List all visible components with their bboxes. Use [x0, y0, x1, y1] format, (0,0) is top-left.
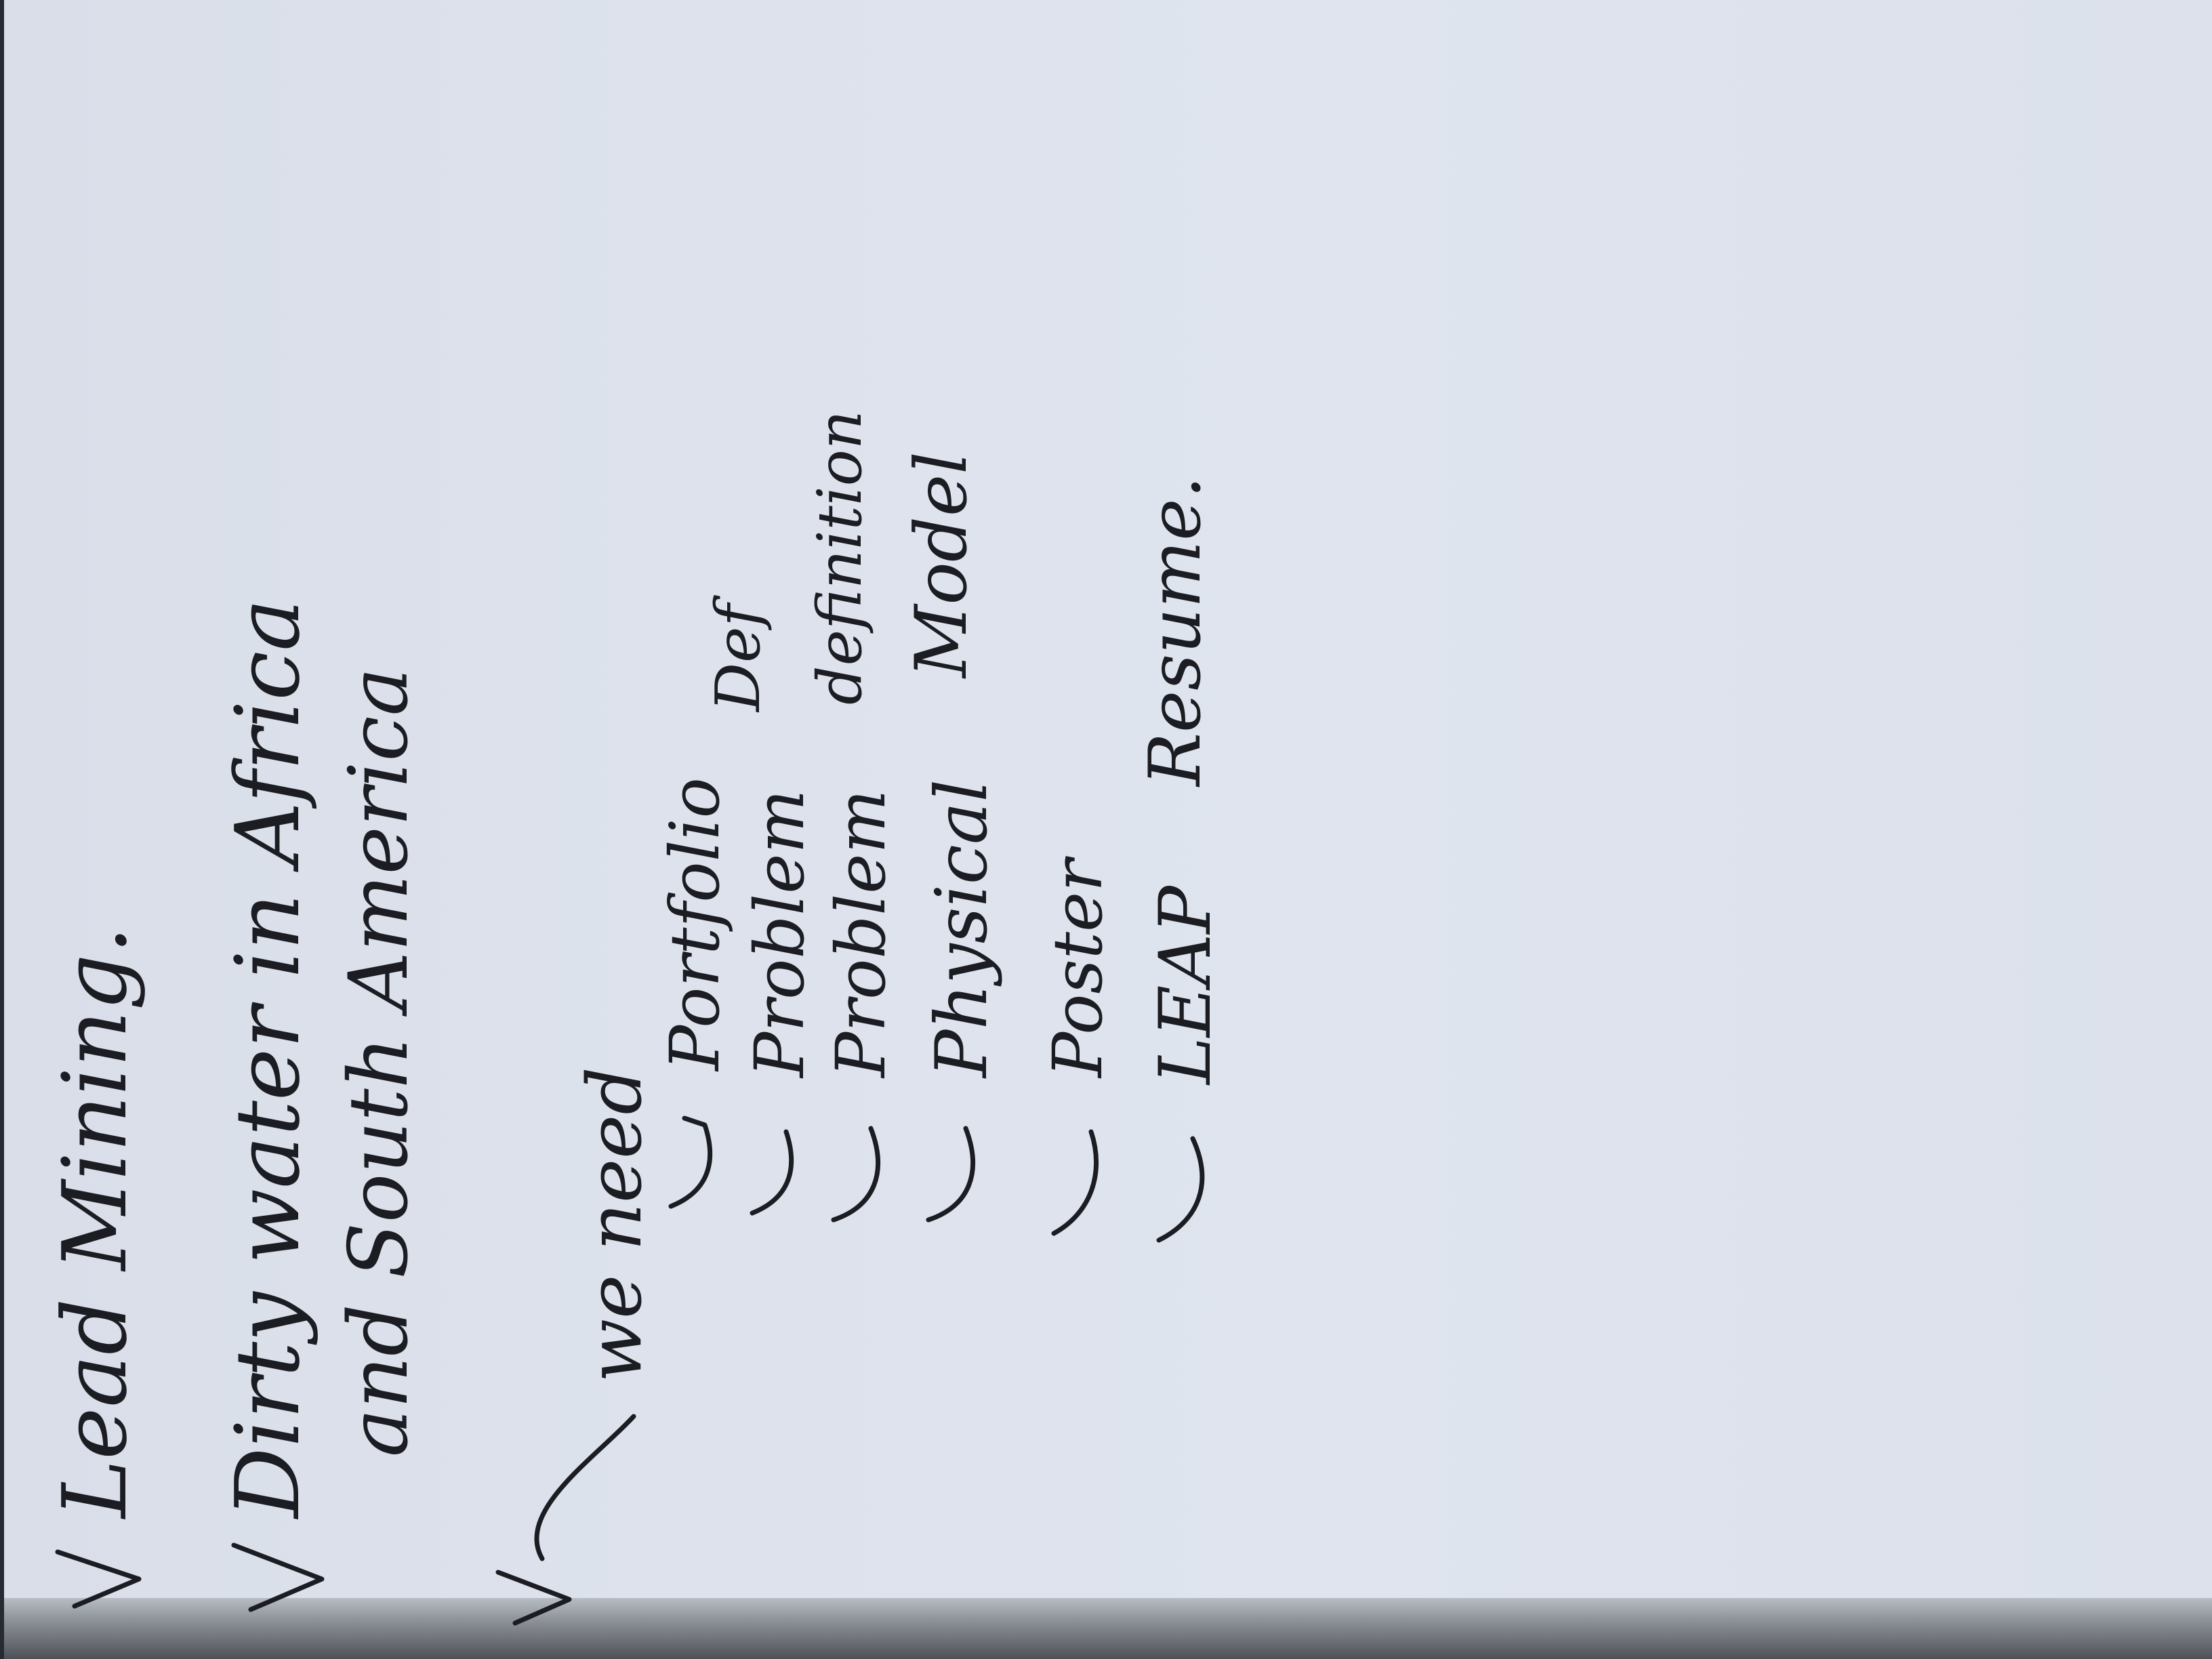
note-line-3 — [332, 668, 426, 1457]
need-item-4 — [900, 451, 1003, 1220]
bullet-4-text: we need — [571, 1067, 658, 1382]
need-item-5 — [1038, 856, 1118, 1233]
need-6-extra: Resume. — [1134, 476, 1216, 786]
need-5-label: Poster — [1038, 859, 1118, 1078]
note-line-2 — [216, 598, 322, 1610]
hook-arrow-icon — [671, 1118, 710, 1206]
need-4-label: Physical — [920, 779, 1003, 1078]
need-2-extra: Def — [703, 604, 774, 712]
hook-arrow-icon — [1159, 1139, 1202, 1240]
hook-arrow-icon — [928, 1128, 973, 1220]
hook-arrow-icon — [834, 1128, 878, 1220]
need-2-label: Problem — [740, 789, 819, 1078]
need-item-1 — [655, 777, 735, 1206]
need-4-extra: Model — [900, 451, 983, 678]
note-line-4 — [498, 1067, 658, 1623]
bullet-arrow-icon — [58, 1552, 139, 1606]
bullet-arrow-icon — [234, 1545, 322, 1610]
bullet-1-text: Lead Mining. — [43, 926, 146, 1518]
need-3-extra: definition — [804, 410, 876, 705]
note-line-1 — [43, 926, 146, 1606]
bullet-3-text: and South America — [332, 667, 426, 1457]
bullet-2-text: Dirty water in Africa — [216, 598, 319, 1518]
curve-connector-icon — [537, 1416, 634, 1559]
need-1-label: Portfolio — [655, 777, 735, 1071]
need-6-label: LEAP — [1144, 886, 1227, 1084]
bullet-arrow-icon — [498, 1572, 569, 1623]
need-item-6 — [1134, 476, 1227, 1240]
need-3-label: Problem — [821, 789, 901, 1078]
hook-arrow-icon — [1054, 1132, 1097, 1233]
hook-arrow-icon — [752, 1132, 792, 1213]
